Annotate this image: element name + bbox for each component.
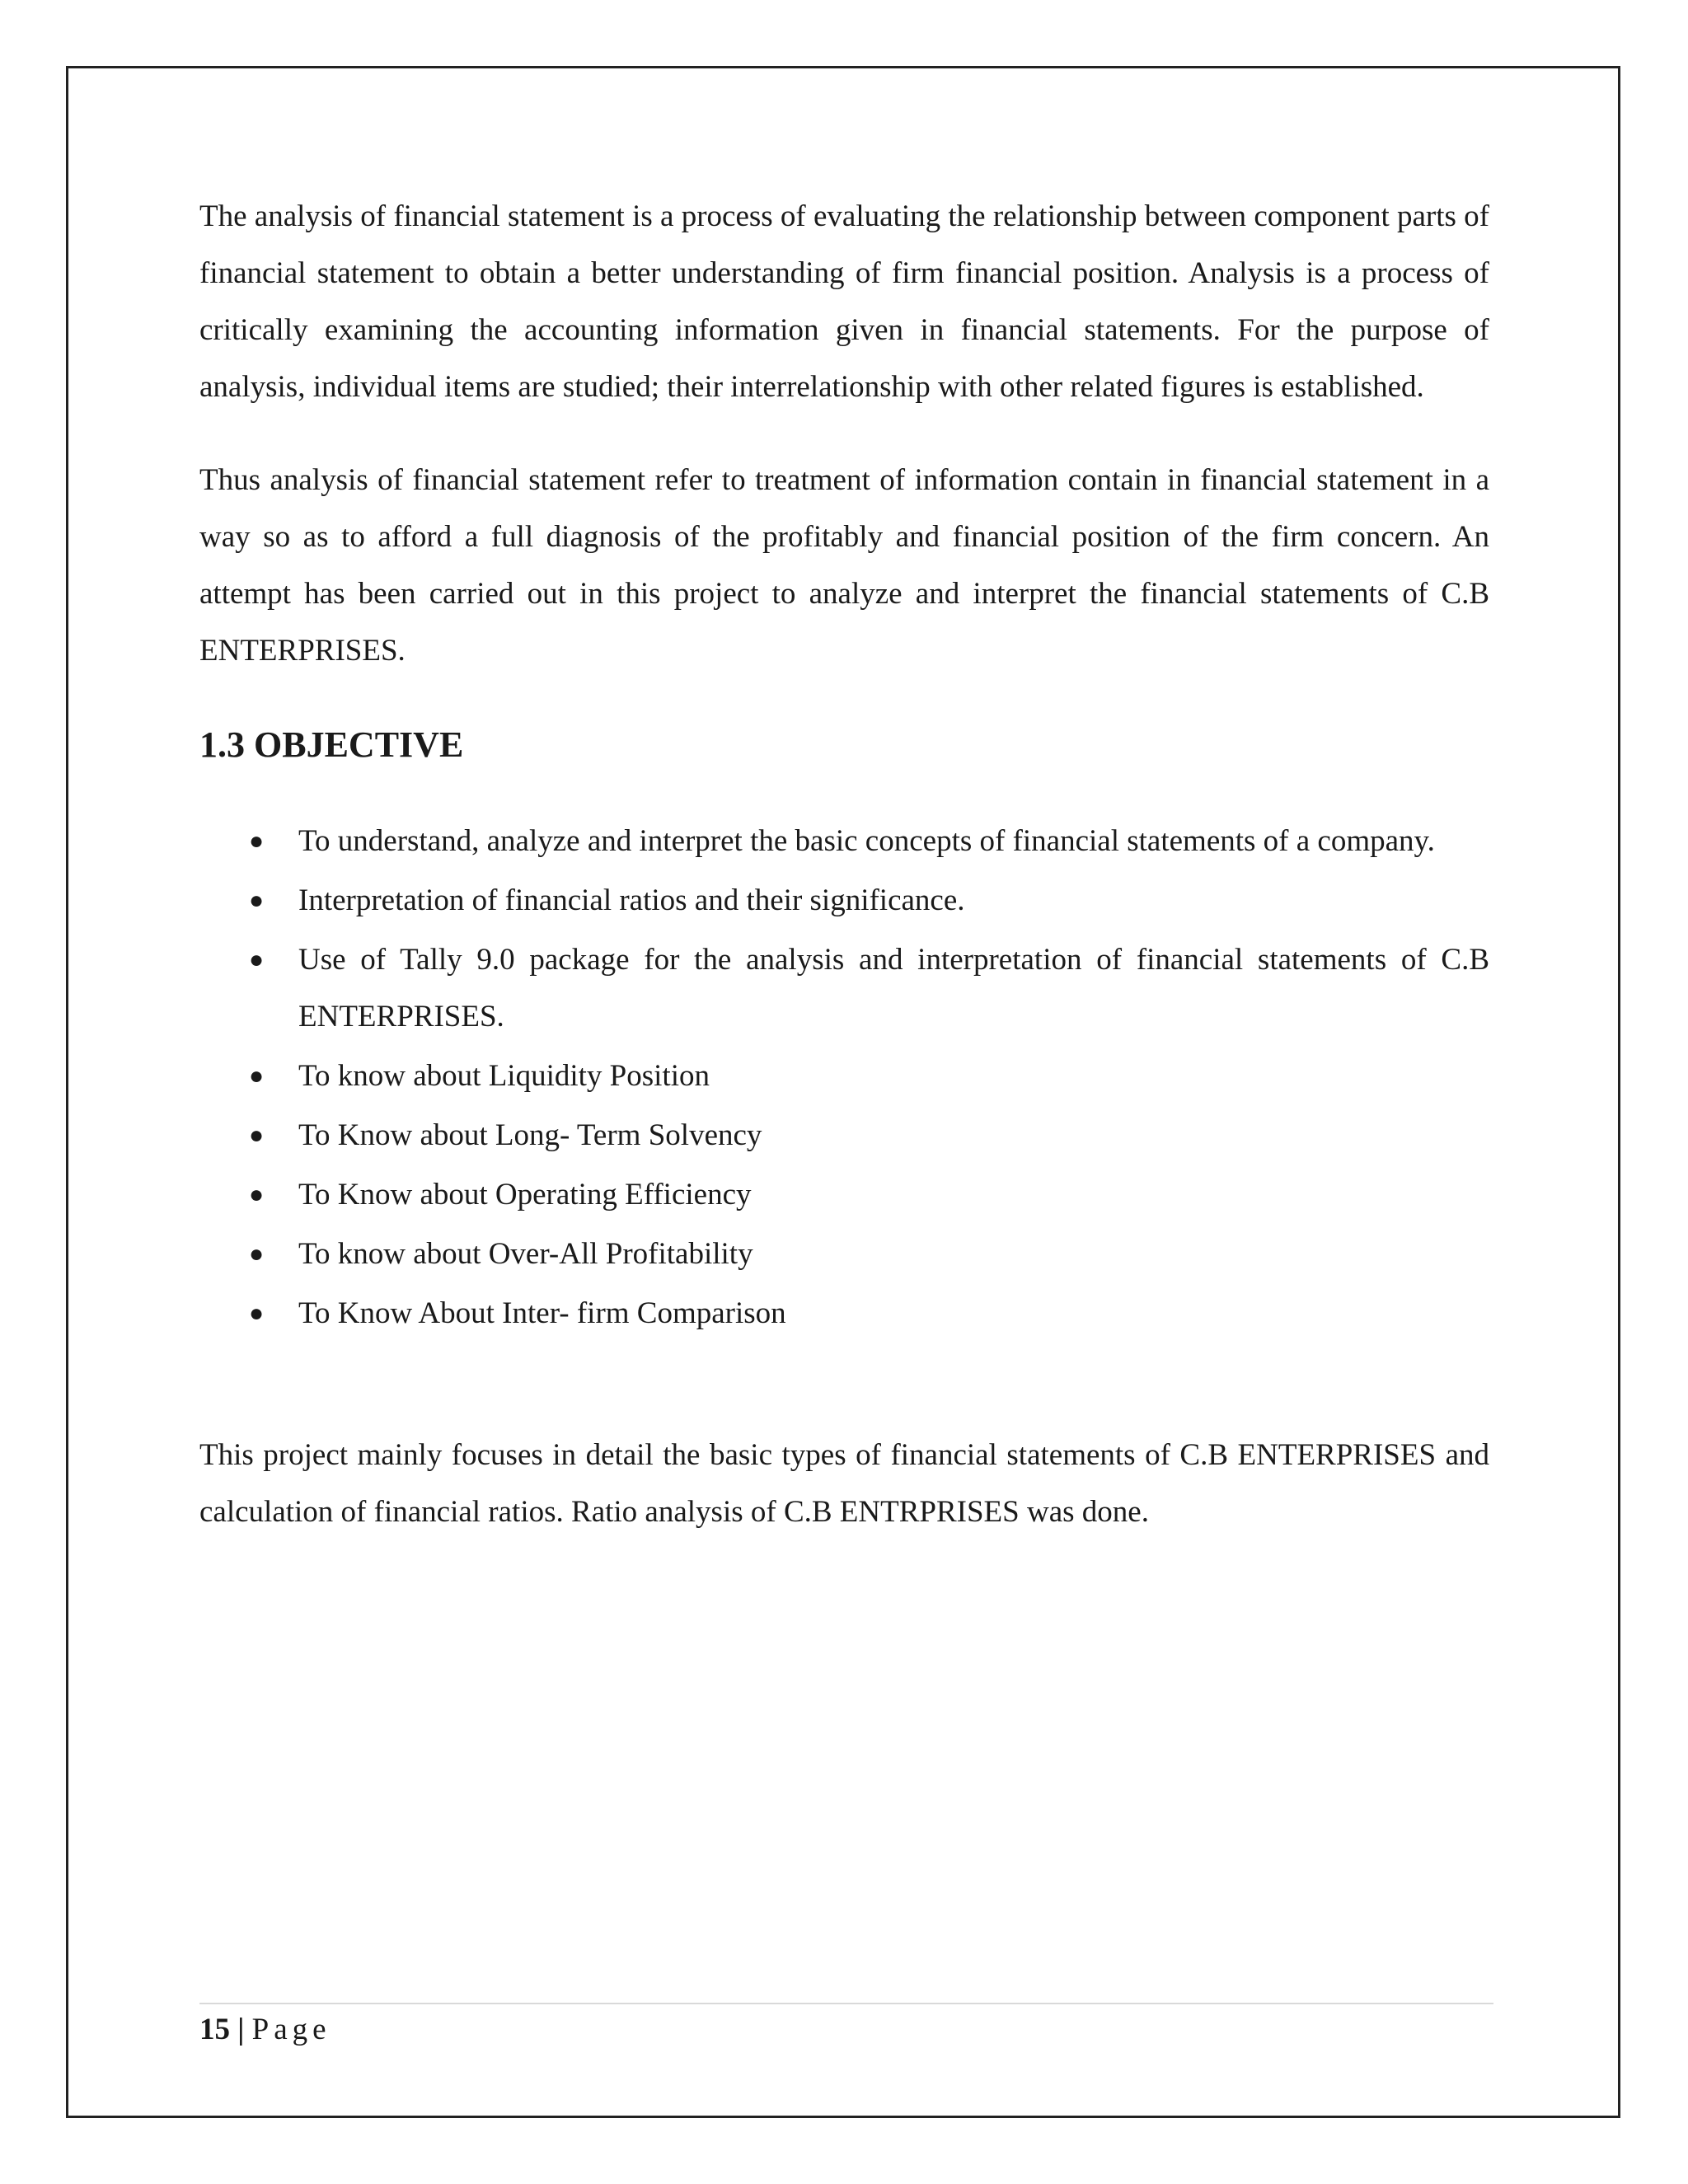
section-heading: 1.3 OBJECTIVE xyxy=(199,724,464,765)
objective-text: To Know about Operating Efficiency xyxy=(298,1178,752,1212)
list-item xyxy=(199,1047,1489,1104)
objective-text: Use of Tally 9.0 package for the analysis and interpretation of financial statements of C.B ENTERPRISES. xyxy=(298,943,1489,1033)
bullet-icon: ● xyxy=(249,887,265,914)
footer-divider xyxy=(199,2003,1493,2004)
bullet-icon: ● xyxy=(249,827,265,855)
list-item xyxy=(199,872,1489,929)
bullet-icon: ● xyxy=(249,946,265,973)
intro-paragraph-1: The analysis of financial statement is a process of evaluating the relationship between component parts of financial statement to obtain a better understanding of firm financial position. Analysis is a process of critically examining the accounting information given in financial statements. For the purpose of analysis, individual items are studied; their interrelationship with other related figures is established. xyxy=(199,199,1489,404)
list-item xyxy=(199,1107,1489,1164)
list-item xyxy=(199,931,1489,1045)
list-item xyxy=(199,1166,1489,1223)
footer-separator: | xyxy=(237,2013,245,2046)
bullet-icon: ● xyxy=(249,1181,265,1208)
bullet-icon: ● xyxy=(249,1122,265,1149)
page-label: Page xyxy=(251,2013,331,2046)
objective-text: To Know About Inter- firm Comparison xyxy=(298,1296,786,1330)
objective-text: To know about Over-All Profitability xyxy=(298,1237,753,1271)
objective-text: To Know about Long- Term Solvency xyxy=(298,1118,762,1152)
page-number: 15 xyxy=(199,2013,230,2046)
page-footer xyxy=(199,2009,331,2050)
objective-text: To understand, analyze and interpret the basic concepts of financial statements of a company. xyxy=(298,824,1435,858)
bullet-icon: ● xyxy=(249,1300,265,1327)
objective-text: Interpretation of financial ratios and their significance. xyxy=(298,883,965,917)
intro-paragraph-2: Thus analysis of financial statement refer to treatment of information contain in financial statement in a way so as to afford a full diagnosis of the profitably and financial position of the firm concern. An attempt has been carried out in this project to analyze and interpret the financial statements of C.B ENTERPRISES. xyxy=(199,463,1489,668)
document-body xyxy=(199,188,1489,1540)
list-item xyxy=(199,1226,1489,1282)
bullet-icon: ● xyxy=(249,1240,265,1268)
list-item xyxy=(199,813,1489,869)
objective-text: To know about Liquidity Position xyxy=(298,1059,710,1093)
bullet-icon: ● xyxy=(249,1062,265,1090)
closing-paragraph: This project mainly focuses in detail the basic types of financial statements of C.B ENTERPRISES and calculation of financial ratios. Ratio analysis of C.B ENTRPRISES was done. xyxy=(199,1438,1489,1529)
list-item xyxy=(199,1285,1489,1342)
objectives-list xyxy=(199,813,1489,1342)
